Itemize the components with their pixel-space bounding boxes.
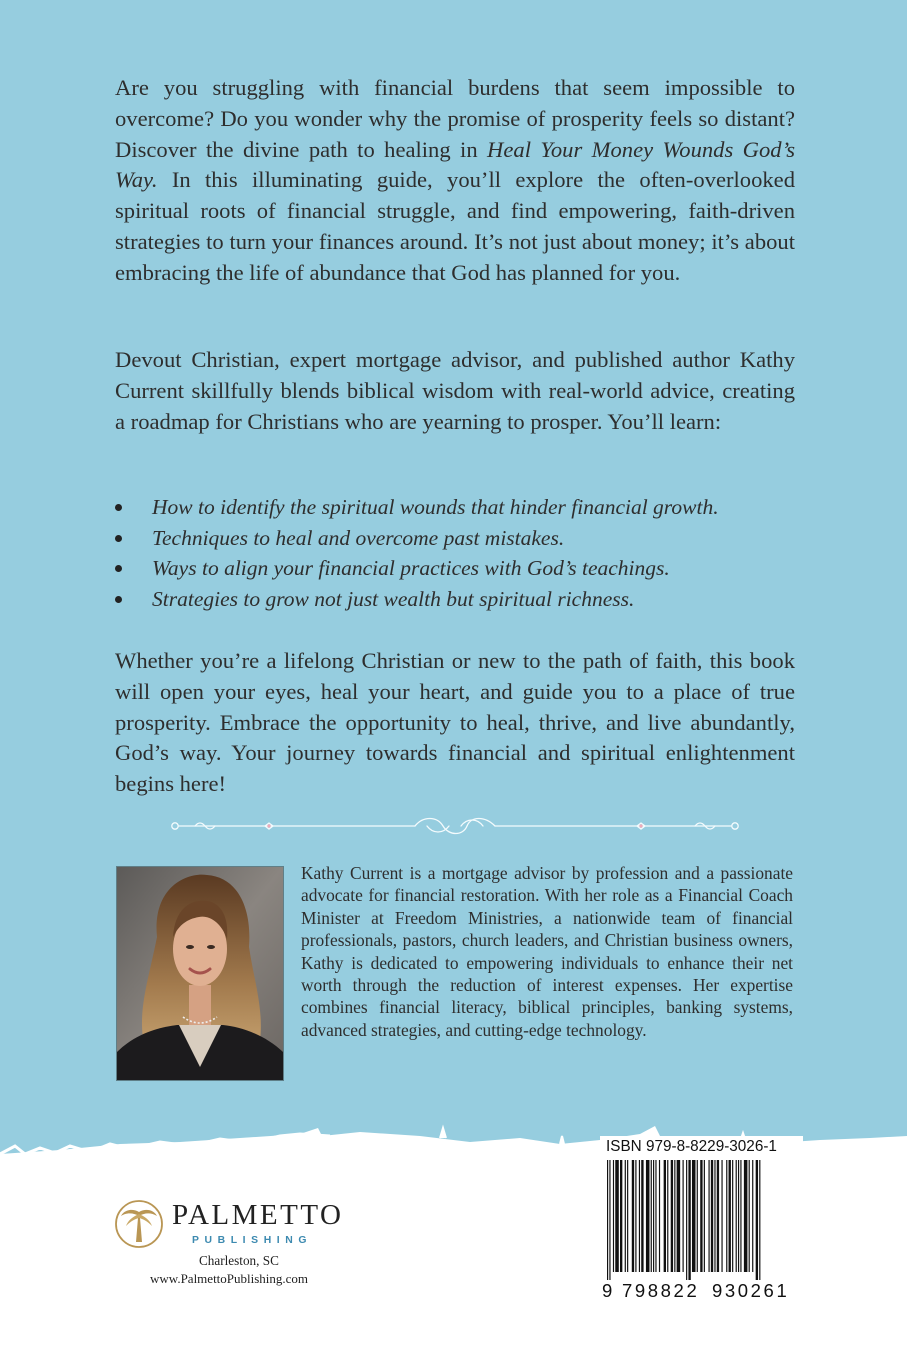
bullet-icon <box>115 535 122 542</box>
learning-list <box>115 492 815 614</box>
author-portrait-image <box>117 867 283 1080</box>
list-item: Strategies to grow not just wealth but spiritual richness. <box>115 584 815 615</box>
bullet-icon <box>115 565 122 572</box>
publisher-logo <box>108 1196 388 1296</box>
publisher-city: Charleston, SC <box>199 1253 279 1268</box>
publisher-name: PALMETTO <box>172 1199 344 1231</box>
intro-paragraph <box>115 73 795 289</box>
book-title-inline: Heal Your Money Wounds God’s Way. <box>115 136 795 193</box>
list-item: How to identify the spiritual wounds that hinder financial growth. <box>115 492 815 523</box>
barcode-left-group: 798822 <box>622 1280 700 1301</box>
barcode-icon <box>605 1160 799 1280</box>
intro-text-b: In this illuminating guide, you’ll explore the often-overlooked spiritual roots of financial struggle, and find empowering, faith-driven strategies to turn your finances around. It’s not just about money; it’s about embracing the life of abundance that God has planned for you. <box>115 167 795 285</box>
palm-tree-icon <box>114 1198 164 1250</box>
publisher-website: www.PalmettoPublishing.com <box>150 1271 309 1286</box>
isbn-barcode <box>600 1136 803 1310</box>
bullet-icon <box>115 596 122 603</box>
isbn-number: ISBN 979-8-8229-3026-1 <box>606 1138 777 1155</box>
author-photo <box>116 866 284 1081</box>
barcode-right-group: 930261 <box>712 1280 790 1301</box>
ornament-divider-icon <box>165 812 745 840</box>
list-item: Ways to align your financial practices with God’s teachings. <box>115 553 815 584</box>
list-item: Techniques to heal and overcome past mistakes. <box>115 523 815 554</box>
intro-text-a: Are you struggling with financial burdens that seem impossible to overcome? Do you wonder why the promise of prosperity feels so distant? Discover the divine path to healing in <box>115 75 795 162</box>
barcode-first-digit: 9 <box>602 1280 613 1301</box>
publisher-subtitle: PUBLISHING <box>192 1235 313 1246</box>
closing-paragraph: Whether you’re a lifelong Christian or new to the path of faith, this book will open your eyes, heal your heart, and guide you to a place of true prosperity. Embrace the opportunity to heal, thrive, and live abundantly, God’s way. Your journey towards financial and spiritual enlightenment begins here! <box>115 648 795 797</box>
author-intro-paragraph: Devout Christian, expert mortgage advisor, and published author Kathy Current skillfully blends biblical wisdom with real-world advice, creating a roadmap for Christians who are yearning to prosper. You’ll learn: <box>115 347 795 434</box>
author-bio: Kathy Current is a mortgage advisor by profession and a passionate advocate for financial restoration. With her role as a Financial Coach Minister at Freedom Ministries, a nationwide team of financial professionals, pastors, church leaders, and Christian business owners, Kathy is dedicated to empowering individuals to enhance their net worth through the reduction of interest expenses. Her expertise combines financial literacy, biblical principles, banking systems, advanced strategies, and cutting-edge technology. <box>301 863 793 1040</box>
bullet-icon <box>115 504 122 511</box>
